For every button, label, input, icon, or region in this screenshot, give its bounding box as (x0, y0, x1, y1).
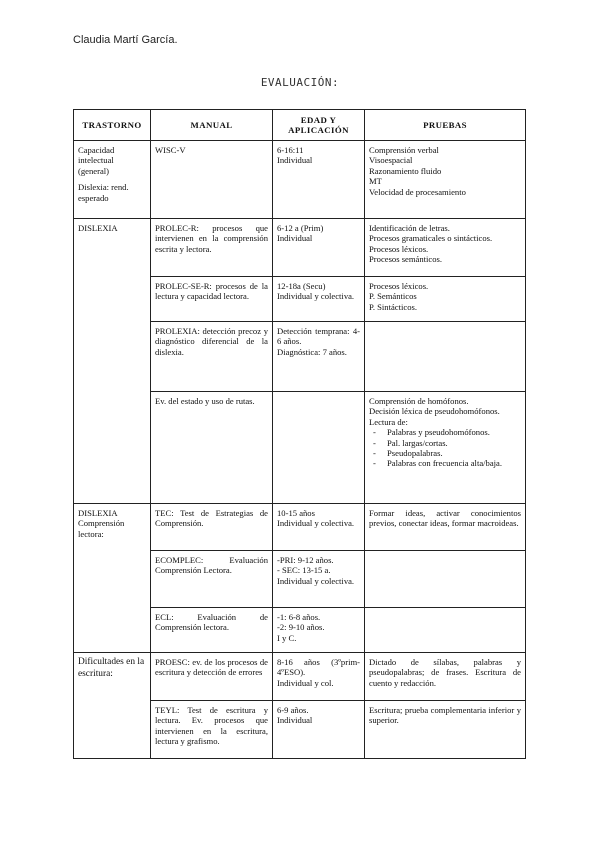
cell-text: Procesos léxicos. (369, 281, 429, 291)
cell-trastorno: Dificultades en la escritura: (74, 653, 151, 759)
cell-text: Procesos semánticos. (369, 254, 443, 265)
cell-manual: Ev. del estado y uso de rutas. (151, 392, 273, 504)
cell-text: Comprensión lectora: (78, 518, 125, 539)
cell-manual: TEYL: Test de escritura y lectura. Ev. procesos que intervienen en la escritura, lectura y grafismo. (151, 701, 273, 759)
cell-text: Comprensión verbal (369, 145, 439, 155)
cell-text: Decisión léxica de pseudohomófonos. (369, 406, 500, 417)
cell-text: DISLEXIA (78, 508, 118, 518)
table-row (74, 653, 526, 701)
cell-trastorno (74, 141, 151, 219)
cell-pruebas: Dictado de sílabas, palabras y pseudopalabras; de frases. Escritura de cuento y redacción. (365, 653, 526, 701)
table-row (74, 219, 526, 277)
cell-edad (273, 277, 365, 322)
cell-pruebas: Formar ideas, activar conocimientos previos, conectar ideas, formar macroideas. (365, 504, 526, 551)
list-item: - Palabras con frecuencia alta/baja. (387, 458, 521, 468)
cell-edad (273, 701, 365, 759)
cell-text: Dislexia: rend. esperado (78, 182, 129, 203)
cell-trastorno: DISLEXIA (74, 219, 151, 504)
cell-text: P. Semánticos (369, 291, 417, 302)
cell-manual: PROLEXIA: detección precoz y diagnóstico diferencial de la dislexia. (151, 322, 273, 392)
cell-text: 6-12 a (Prim) (277, 223, 324, 233)
cell-text: Identificación de letras. (369, 223, 450, 233)
cell-pruebas (365, 141, 526, 219)
cell-edad (273, 322, 365, 392)
list-item: - Palabras y pseudohomófonos. (387, 427, 521, 437)
cell-text: Individual y col. (277, 677, 334, 688)
cell-edad (273, 551, 365, 608)
cell-pruebas (365, 392, 526, 504)
cell-pruebas (365, 608, 526, 653)
evaluation-table (73, 109, 526, 759)
cell-manual: PROLEC-SE-R: procesos de la lectura y capacidad lectora. (151, 277, 273, 322)
cell-manual: PROESC: ev. de los procesos de escritura y detección de errores (151, 653, 273, 701)
cell-text: P. Sintácticos. (369, 301, 417, 312)
cell-manual: ECL: Evaluación de Comprensión lectora. (151, 608, 273, 653)
cell-trastorno (74, 504, 151, 653)
header-pruebas: PRUEBAS (365, 110, 526, 141)
table-header-row (74, 110, 526, 141)
cell-text: 6-16:11 (277, 145, 304, 155)
cell-text: Visoespacial (369, 155, 413, 166)
cell-text: 10-15 años (277, 508, 315, 518)
cell-edad (273, 141, 365, 219)
cell-text: Individual (277, 715, 313, 726)
cell-manual: WISC-V (151, 141, 273, 219)
cell-text: Procesos léxicos. (369, 243, 429, 254)
cell-edad (273, 219, 365, 277)
cell-text: - SEC: 13-15 a. (277, 565, 331, 576)
cell-text: Individual y colectiva. (277, 575, 355, 586)
cell-manual: PROLEC-R: procesos que intervienen en la comprensión escrita y lectora. (151, 219, 273, 277)
cell-text: Detección temprana: 4-6 años. (277, 326, 360, 347)
cell-edad (273, 653, 365, 701)
cell-text: I y C. (277, 632, 297, 643)
cell-text: Individual (277, 155, 313, 166)
cell-text: 6-9 años. (277, 705, 309, 715)
cell-pruebas (365, 322, 526, 392)
page-title: EVALUACIÓN: (260, 76, 340, 89)
cell-text: Comprensión de homófonos. (369, 396, 469, 406)
reading-list (369, 427, 521, 469)
header-edad: EDAD Y APLICACIÓN (273, 110, 365, 141)
table-row (74, 141, 526, 219)
list-item: - Pal. largas/cortas. (387, 438, 521, 448)
cell-text: MT (369, 176, 382, 187)
list-item: - Pseudopalabras. (387, 448, 521, 458)
cell-pruebas: Escritura; prueba complementaria inferior y superior. (365, 701, 526, 759)
cell-manual: ECOMPLEC: Evaluación Comprensión Lectora. (151, 551, 273, 608)
cell-text: -PRI: 9-12 años. (277, 555, 334, 565)
cell-text: Diagnóstica: 7 años. (277, 346, 347, 357)
cell-edad (273, 608, 365, 653)
cell-edad (273, 504, 365, 551)
cell-text: Individual y colectiva. (277, 518, 355, 529)
cell-text: Individual y colectiva. (277, 291, 355, 302)
cell-text: Lectura de: (369, 416, 408, 427)
cell-text: 8-16 años (3ºprim-4ºESO). (277, 657, 360, 678)
cell-text: Razonamiento fluido (369, 165, 442, 176)
cell-manual: TEC: Test de Estrategias de Comprensión. (151, 504, 273, 551)
table-row (74, 504, 526, 551)
cell-pruebas (365, 277, 526, 322)
cell-text: -1: 6-8 años. (277, 612, 321, 622)
cell-text: Capacidad intelectual (general) (78, 145, 115, 176)
cell-pruebas (365, 551, 526, 608)
cell-text: 12-18a (Secu) (277, 281, 326, 291)
cell-text: Velocidad de procesamiento (369, 186, 466, 197)
cell-text: -2: 9-10 años. (277, 622, 325, 633)
header-trastorno: TRASTORNO (74, 110, 151, 141)
cell-pruebas (365, 219, 526, 277)
cell-edad (273, 392, 365, 504)
cell-text: Procesos gramaticales o sintácticos. (369, 233, 493, 244)
cell-text: Individual (277, 233, 313, 244)
header-manual: MANUAL (151, 110, 273, 141)
author-name: Claudia Martí García. (73, 34, 178, 46)
